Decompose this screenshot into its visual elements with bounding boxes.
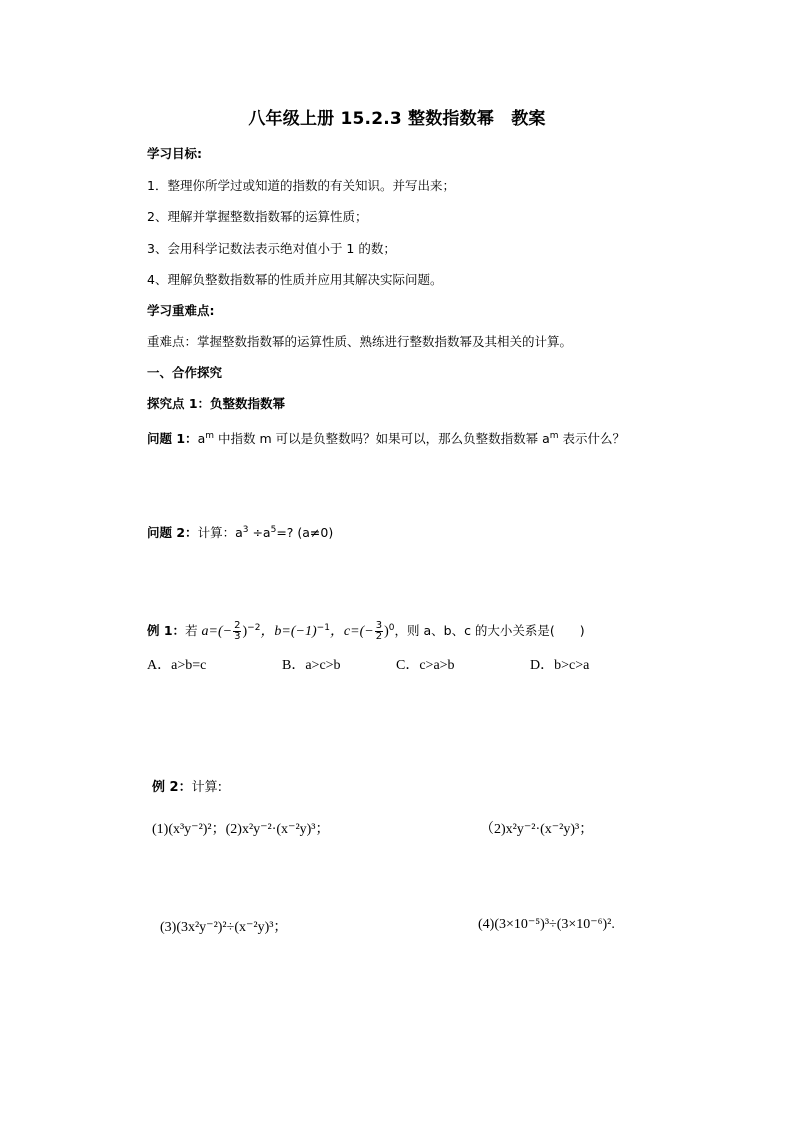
problem-4: (4)(3×10⁻⁵)³÷(3×10⁻⁶)².: [478, 917, 615, 932]
section-heading: 一、合作探究: [147, 365, 223, 380]
goal-item-1: 1．整理你所学过或知道的指数的有关知识。并写出来；: [147, 178, 455, 193]
example-2-label: 例 2：: [152, 780, 192, 795]
option-b: B．a>c>b: [282, 658, 341, 673]
fraction-c-numerator: 3: [375, 620, 383, 632]
example-2: [152, 780, 222, 796]
option-a: A．a>b=c: [147, 658, 207, 673]
example-1-intro: 若: [185, 623, 202, 639]
question-1-sup-b: m: [549, 431, 559, 441]
example-1-b-exponent: −1: [316, 623, 330, 633]
explore-point-heading: 探究点 1：负整数指数幂: [147, 396, 286, 411]
page-title: 八年级上册 15.2.3 整数指数幂 教案: [248, 109, 546, 129]
problem-2-variant: （2)x²y⁻²·(x⁻²y)³；: [480, 822, 594, 837]
example-1-a-close: ): [242, 624, 248, 640]
fraction-two-thirds: [233, 621, 241, 642]
option-c: C．c>a>b: [396, 658, 455, 673]
example-1-a-exponent: −2: [247, 623, 261, 633]
problem-1-2: (1)(x³y⁻²)²；(2)x²y⁻²·(x⁻²y)³；: [152, 822, 330, 837]
example-1-c-close: ): [384, 624, 389, 640]
example-1-b-def: ，b=(−1): [260, 624, 317, 640]
question-1-label: 问题 1：: [147, 431, 198, 447]
question-1: [147, 428, 625, 447]
question-2-label: 问题 2：: [147, 525, 198, 541]
fraction-a-numerator: 2: [234, 620, 241, 632]
question-1-text-c: 表示什么？: [558, 431, 626, 447]
goal-item-4: 4、理解负整数指数幂的性质并应用其解决实际问题。: [147, 272, 443, 287]
fraction-three-halves: [375, 621, 383, 642]
fraction-a-denominator: 3: [234, 631, 241, 643]
example-2-text: 计算:: [191, 780, 222, 795]
example-1-c-exponent: 0: [388, 623, 395, 633]
example-1-question: ，则 a、b、c 的大小关系是( ): [394, 623, 585, 639]
example-1: [147, 616, 585, 644]
question-1-text-b: 中指数 m 可以是负整数吗？如果可以，那么负整数指数幂 a: [214, 431, 550, 447]
question-2-sup-b: 5: [270, 525, 277, 535]
question-2-text-c: =? (a≠0): [276, 525, 334, 541]
question-1-text-a: a: [197, 431, 206, 447]
key-text: 重难点：掌握整数指数幂的运算性质、熟练进行整数指数幂及其相关的计算。: [147, 334, 573, 349]
example-1-a-def: a=(−: [201, 624, 233, 640]
example-1-label: 例 1：: [147, 623, 186, 639]
question-2: [147, 522, 333, 541]
goal-item-3: 3、会用科学记数法表示绝对值小于 1 的数；: [147, 241, 396, 256]
question-2-text-b: ÷a: [248, 525, 271, 541]
goals-heading: 学习目标:: [147, 146, 202, 161]
problem-3: (3)(3x²y⁻²)²÷(x⁻²y)³；: [160, 920, 288, 935]
question-2-sup-a: 3: [242, 525, 249, 535]
example-1-c-def: ，c=(−: [329, 624, 374, 640]
question-1-sup-a: m: [205, 431, 215, 441]
option-d: D．b>c>a: [530, 658, 590, 673]
question-2-text-a: 计算：a: [197, 525, 243, 541]
fraction-c-denominator: 2: [375, 631, 383, 643]
key-heading: 学习重难点:: [147, 303, 215, 318]
goal-item-2: 2、理解并掌握整数指数幂的运算性质；: [147, 209, 368, 224]
